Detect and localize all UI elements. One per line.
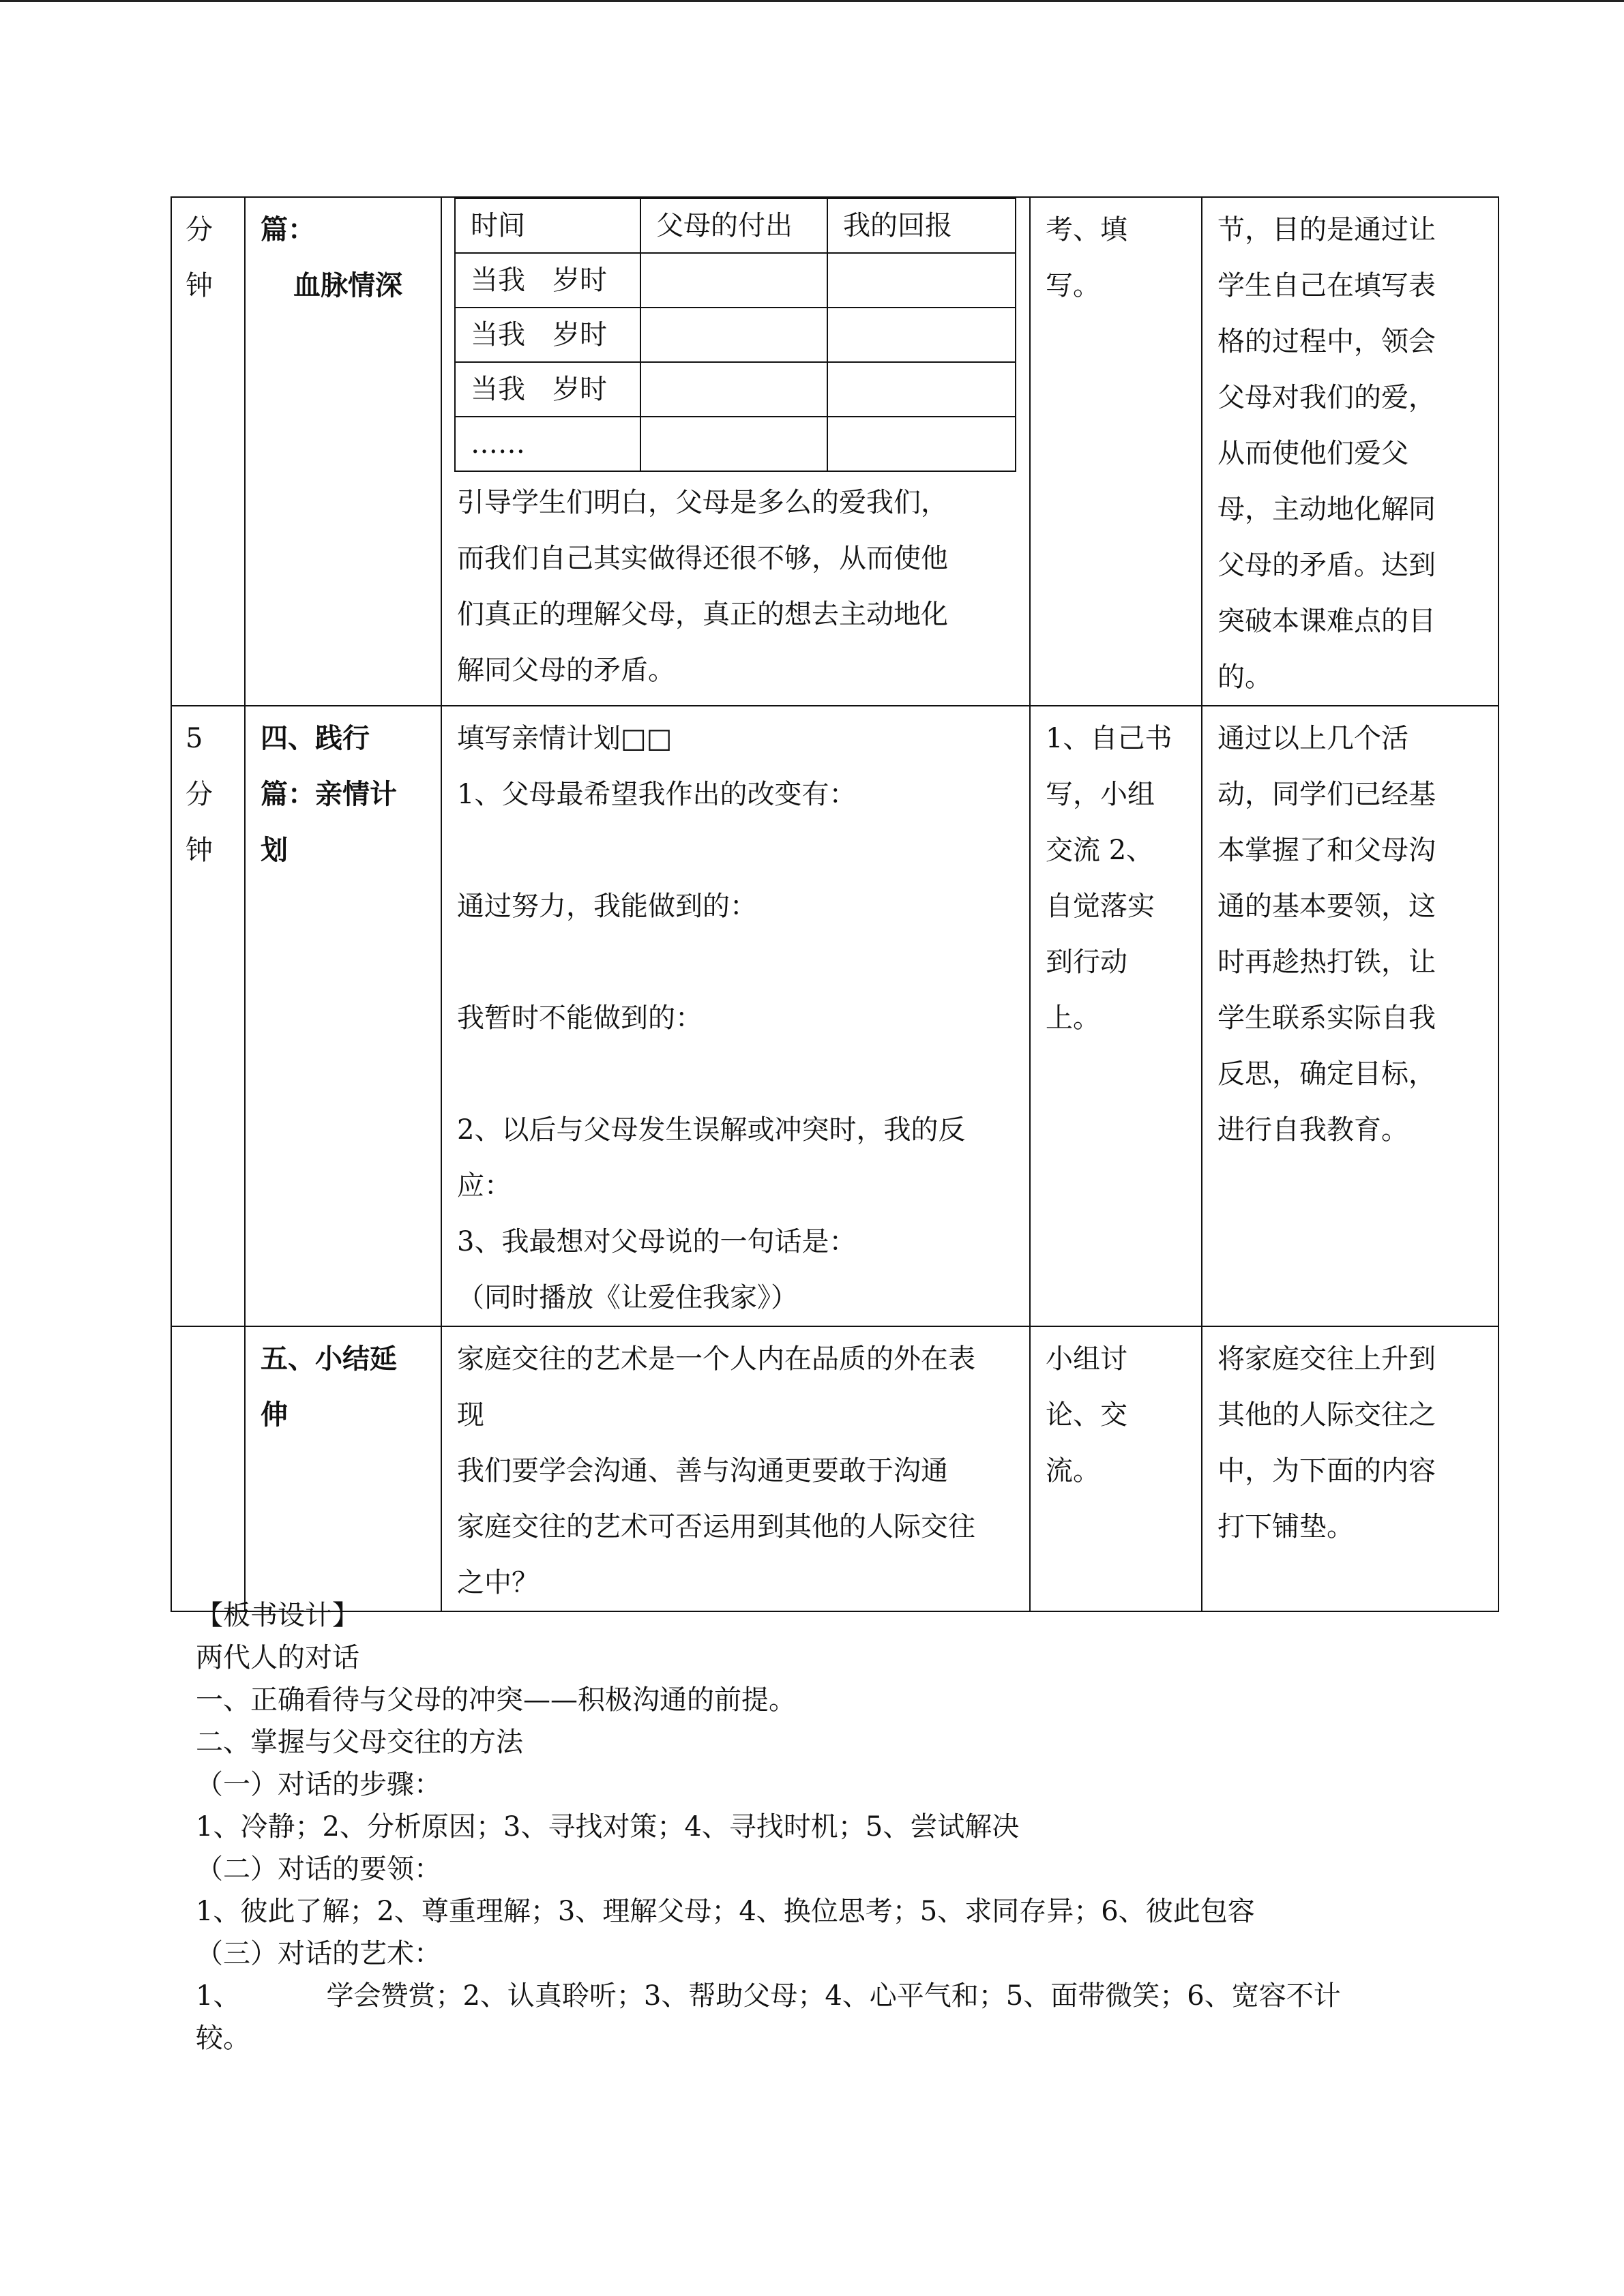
- section-line: 血脉情深: [293, 269, 402, 301]
- my-return-cell: [827, 417, 1016, 471]
- board-items-wrap: 较。: [196, 2023, 250, 2054]
- time-cell: [171, 197, 245, 706]
- content-line: 通过努力，我能做到的：: [457, 891, 757, 922]
- section-line: 篇：亲情计: [261, 778, 397, 810]
- parent-care-table: [454, 198, 1016, 472]
- content-cell: [441, 197, 1030, 706]
- ellipsis-cell: ……: [455, 417, 640, 471]
- age-cell: [455, 253, 640, 308]
- age-cell: [455, 308, 640, 362]
- intent-line: 父母对我们的爱，: [1217, 382, 1436, 413]
- student-activity-cell: [1030, 197, 1202, 706]
- content-line: 家庭交往的艺术可否运用到其他的人际交往: [457, 1511, 975, 1542]
- student-line: 考、填: [1046, 214, 1127, 245]
- board-heading: 【板书设计】: [196, 1600, 359, 1631]
- section-line: 五、小结延: [261, 1343, 397, 1375]
- board-point: 二、掌握与父母交往的方法: [196, 1727, 523, 1758]
- section-line: 划: [261, 834, 288, 866]
- student-line: 写。: [1046, 270, 1100, 301]
- intent-line: 其他的人际交往之: [1217, 1399, 1436, 1431]
- my-return-cell: [827, 362, 1016, 417]
- parent-pay-cell: [640, 253, 827, 308]
- board-item-number: 1、: [196, 1980, 241, 2012]
- design-intent-cell: [1202, 1326, 1498, 1611]
- age-suffix: 岁时: [552, 319, 607, 351]
- time-line: 分: [186, 779, 213, 810]
- content-line: 解同父母的矛盾。: [457, 655, 675, 686]
- header-cell: 时间: [455, 198, 640, 253]
- intent-line: 打下铺垫。: [1217, 1511, 1354, 1542]
- my-return-cell: [827, 308, 1016, 362]
- age-prefix: 当我: [471, 374, 525, 405]
- intent-line: 父母的矛盾。达到: [1217, 550, 1436, 581]
- page-top-rule: [0, 0, 1624, 2]
- intent-line: 格的过程中，领会: [1217, 326, 1436, 357]
- content-line: 2、以后与父母发生误解或冲突时，我的反: [457, 1114, 966, 1146]
- section-line: 篇：: [261, 213, 315, 245]
- blank-answer-line: [457, 822, 1016, 878]
- intent-line: 进行自我教育。: [1217, 1114, 1408, 1146]
- age-cell: [455, 362, 640, 417]
- board-item-text: 学会赞赏；2、认真聆听；3、帮助父母；4、心平气和；5、面带微笑；6、宽容不计: [326, 1980, 1341, 2012]
- content-line: 而我们自己其实做得还很不够，从而使他: [457, 543, 948, 574]
- age-prefix: 当我: [471, 319, 525, 351]
- lesson-plan-table: [171, 196, 1499, 1612]
- time-line: 分: [186, 214, 213, 245]
- content-line: 应：: [457, 1170, 512, 1202]
- intent-line: 突破本课难点的目: [1217, 606, 1436, 637]
- student-line: 上。: [1046, 1002, 1100, 1034]
- design-intent-cell: [1202, 197, 1498, 706]
- content-line: 填写亲情计划□□: [457, 723, 673, 754]
- intent-line: 通过以上几个活: [1217, 723, 1408, 754]
- content-line: 之中？: [457, 1567, 539, 1598]
- intent-line: 本掌握了和父母沟: [1217, 835, 1436, 866]
- inner-table-header: [455, 198, 1016, 253]
- my-return-cell: [827, 253, 1016, 308]
- content-line: 现: [457, 1399, 484, 1431]
- intent-line: 母，主动地化解同: [1217, 494, 1436, 525]
- blank-answer-line: [457, 1046, 1016, 1102]
- age-suffix: 岁时: [552, 265, 607, 296]
- section-cell: [245, 706, 441, 1326]
- inner-table-row: [455, 253, 1016, 308]
- student-line: 小组讨: [1046, 1343, 1127, 1375]
- parent-pay-cell: [640, 362, 827, 417]
- student-activity-cell: [1030, 1326, 1202, 1611]
- board-title: 两代人的对话: [196, 1642, 359, 1673]
- blank-answer-line: [457, 934, 1016, 990]
- student-line: 写，小组: [1046, 779, 1155, 810]
- age-prefix: 当我: [471, 265, 525, 296]
- intent-line: 的。: [1217, 661, 1272, 693]
- board-items: 1、冷静；2、分析原因；3、寻找对策；4、寻找时机；5、尝试解决: [196, 1811, 1020, 1843]
- board-subheading: （一）对话的步骤：: [196, 1769, 441, 1800]
- inner-table-row: [455, 308, 1016, 362]
- intent-line: 反思，确定目标，: [1217, 1058, 1436, 1090]
- content-line: 3、我最想对父母说的一句话是：: [457, 1226, 857, 1257]
- student-line: 流。: [1046, 1455, 1100, 1487]
- content-line: 家庭交往的艺术是一个人内在品质的外在表: [457, 1343, 975, 1375]
- board-point: 一、正确看待与父母的冲突——积极沟通的前提。: [196, 1684, 796, 1716]
- intent-line: 学生联系实际自我: [1217, 1002, 1436, 1034]
- content-line: 们真正的理解父母，真正的想去主动地化: [457, 599, 948, 630]
- section-line: 四、践行: [261, 722, 370, 754]
- intent-line: 从而使他们爱父: [1217, 438, 1408, 469]
- board-subheading: （二）对话的要领：: [196, 1853, 441, 1885]
- student-line: 论、交: [1046, 1399, 1127, 1431]
- table-row: [171, 197, 1498, 706]
- parent-pay-cell: [640, 417, 827, 471]
- table-row: [171, 706, 1498, 1326]
- board-design: [196, 1594, 1458, 2059]
- content-line: 引导学生们明白，父母是多么的爱我们，: [457, 487, 948, 518]
- student-activity-cell: [1030, 706, 1202, 1326]
- time-line: 钟: [186, 835, 213, 866]
- inner-table-row: [455, 417, 1016, 471]
- inner-table-row: [455, 362, 1016, 417]
- time-cell: [171, 1326, 245, 1611]
- student-line: 1、自己书: [1046, 723, 1172, 754]
- intent-line: 通的基本要领，这: [1217, 891, 1436, 922]
- time-line: 5: [186, 723, 203, 754]
- content-line: （同时播放《让爱住我家》）: [457, 1282, 798, 1313]
- content-cell: [441, 1326, 1030, 1611]
- student-line: 到行动: [1046, 946, 1127, 978]
- time-line: 钟: [186, 270, 213, 301]
- content-line: 我们要学会沟通、善与沟通更要敢于沟通: [457, 1455, 948, 1487]
- board-items: [196, 1975, 1458, 2017]
- board-items: 1、彼此了解；2、尊重理解；3、理解父母；4、换位思考；5、求同存异；6、彼此包容: [196, 1896, 1255, 1927]
- intent-line: 学生自己在填写表: [1217, 270, 1436, 301]
- intent-line: 将家庭交往上升到: [1217, 1343, 1436, 1375]
- parent-pay-cell: [640, 308, 827, 362]
- board-subheading: （三）对话的艺术：: [196, 1938, 441, 1969]
- content-line: 1、父母最希望我作出的改变有：: [457, 779, 857, 810]
- header-cell: 我的回报: [827, 198, 1016, 253]
- intent-line: 中，为下面的内容: [1217, 1455, 1436, 1487]
- intent-line: 动，同学们已经基: [1217, 779, 1436, 810]
- intent-line: 时再趁热打铁，让: [1217, 946, 1436, 978]
- content-cell: [441, 706, 1030, 1326]
- header-cell: 父母的付出: [640, 198, 827, 253]
- design-intent-cell: [1202, 706, 1498, 1326]
- student-line: 自觉落实: [1046, 891, 1155, 922]
- age-suffix: 岁时: [552, 374, 607, 405]
- content-line: 我暂时不能做到的：: [457, 1002, 703, 1034]
- table-row: [171, 1326, 1498, 1611]
- section-line: 伸: [261, 1399, 288, 1431]
- section-cell: [245, 1326, 441, 1611]
- intent-line: 节，目的是通过让: [1217, 214, 1436, 245]
- student-line: 交流 2、: [1046, 835, 1154, 866]
- time-cell: [171, 706, 245, 1326]
- section-cell: [245, 197, 441, 706]
